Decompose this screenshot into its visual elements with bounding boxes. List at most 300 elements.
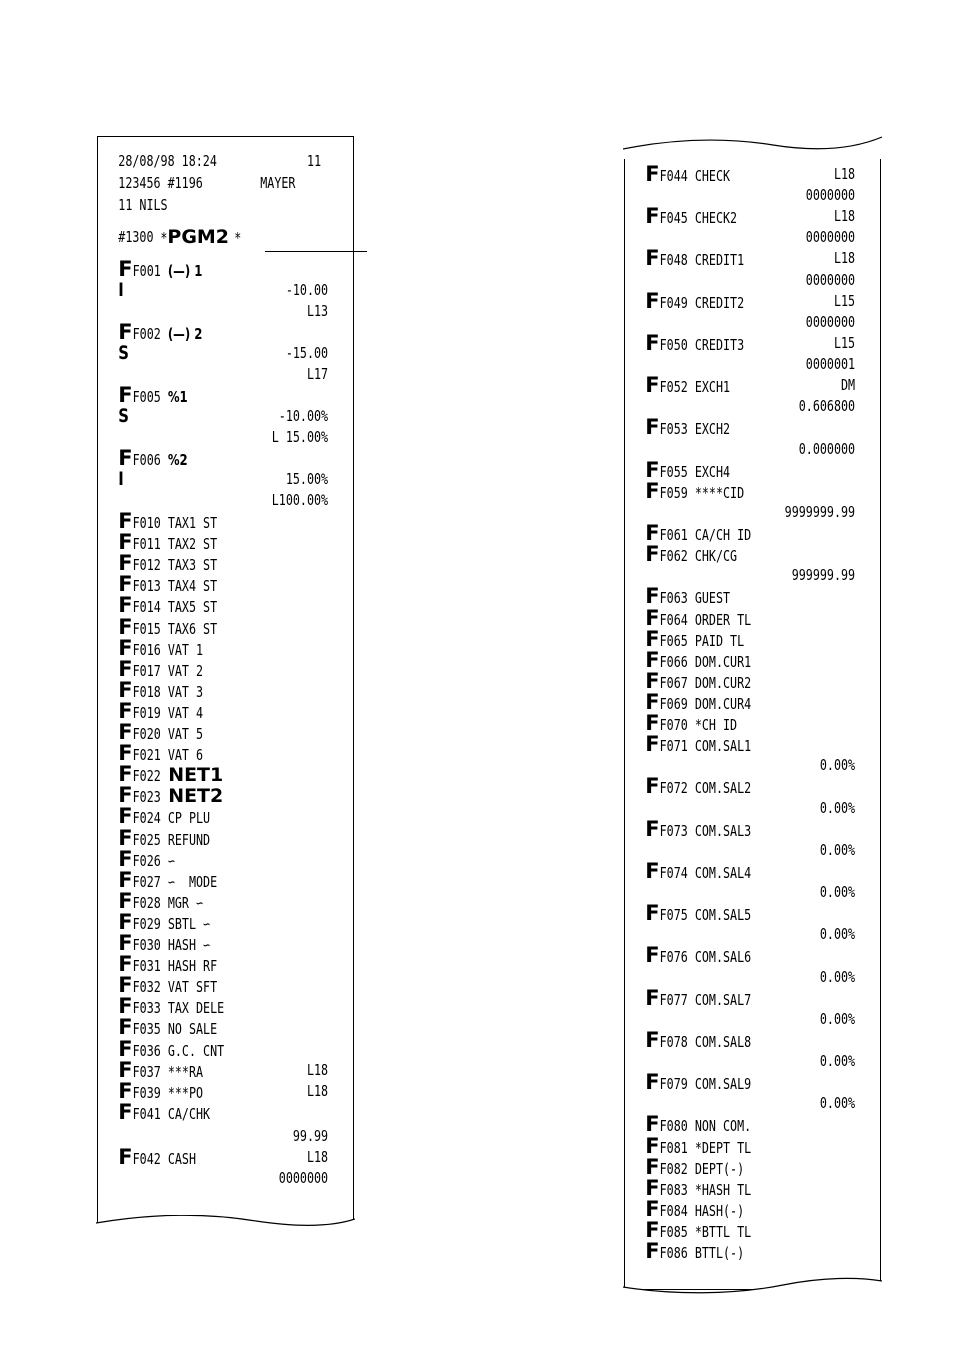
receipt-line — [625, 204, 856, 229]
function-name: SBTL ∽ — [167, 914, 211, 933]
receipt-line — [625, 1196, 824, 1221]
function-prefix-f: F — [645, 711, 660, 736]
receipt-line — [625, 858, 824, 883]
function-prefix-f: F — [118, 257, 133, 281]
line-value: 0.606800 — [798, 397, 856, 416]
receipt-line — [625, 457, 824, 482]
function-name: TAX2 ST — [167, 535, 218, 554]
function-code: F052 — [659, 378, 688, 397]
function-prefix-f: F — [645, 858, 660, 883]
function-prefix-f: F — [645, 668, 660, 693]
function-code: F010 — [132, 514, 161, 532]
function-code: F076 — [659, 948, 688, 967]
line-value: 0.00% — [819, 1009, 856, 1028]
receipt-line — [625, 586, 824, 607]
function-entry — [645, 1220, 751, 1243]
spacer — [161, 1150, 168, 1168]
receipt-line — [625, 1220, 824, 1241]
receipt-line — [98, 1017, 297, 1038]
spacer — [688, 674, 695, 692]
function-prefix-f: F — [118, 720, 133, 744]
function-code: F001 — [132, 262, 161, 280]
line-limit: L18 — [306, 1081, 329, 1100]
header-second-clerk: 11 NILS — [118, 196, 168, 214]
function-prefix-f: F — [645, 690, 660, 714]
function-code: F020 — [132, 725, 161, 743]
function-prefix-f: F — [645, 816, 660, 841]
spacer — [688, 611, 695, 629]
function-prefix-f: F — [645, 246, 660, 271]
spacer — [161, 852, 168, 870]
function-name: ∽ MODE — [167, 872, 218, 891]
line-value: 0000000 — [805, 270, 856, 289]
function-code: F085 — [659, 1223, 688, 1241]
function-prefix-f: F — [645, 1175, 660, 1200]
function-code: F048 — [659, 251, 688, 270]
receipt-line — [625, 605, 824, 630]
function-code: F018 — [132, 682, 161, 701]
spacer — [688, 209, 695, 227]
receipt-line — [98, 553, 297, 574]
block-value: -15.00 — [285, 344, 329, 362]
function-entry — [645, 816, 752, 842]
line-limit: L18 — [306, 1060, 329, 1079]
receipt-line — [625, 1093, 856, 1114]
function-code: F050 — [659, 335, 688, 354]
function-name: GUEST — [694, 589, 731, 608]
spacer — [688, 632, 695, 650]
function-prefix-f: F — [118, 804, 133, 829]
spacer — [688, 1117, 695, 1135]
receipt-line — [625, 1133, 824, 1158]
function-name: COM.SAL9 — [694, 1075, 752, 1094]
function-name: EXCH4 — [694, 462, 731, 481]
function-name: NON COM. — [694, 1117, 752, 1136]
function-prefix-f: F — [645, 521, 660, 546]
function-name: TAX4 ST — [167, 577, 218, 596]
function-name: %1 — [167, 388, 188, 406]
receipt-line — [625, 692, 824, 713]
spacer — [161, 388, 168, 406]
function-code: F017 — [132, 661, 161, 680]
spacer — [688, 251, 695, 269]
function-entry — [645, 985, 752, 1011]
function-code: F077 — [659, 990, 688, 1009]
spacer — [161, 1105, 168, 1123]
function-entry — [118, 448, 187, 471]
function-code: F027 — [132, 872, 161, 891]
spacer — [161, 809, 168, 827]
receipt-line — [625, 162, 856, 186]
function-prefix-f: F — [645, 1070, 660, 1095]
line-value: 0.00% — [819, 840, 856, 859]
function-prefix-f: F — [645, 985, 660, 1010]
spacer — [161, 725, 168, 743]
receipt-line — [98, 635, 297, 660]
function-name: VAT 1 — [167, 640, 204, 659]
receipt-line — [625, 227, 856, 248]
receipt-line — [625, 626, 824, 651]
receipt-line — [98, 1036, 297, 1061]
spacer — [688, 547, 695, 565]
function-entry — [645, 1241, 744, 1264]
function-entry — [645, 1114, 751, 1137]
function-prefix-f: F — [118, 1057, 133, 1082]
line-value: 0000001 — [805, 355, 856, 374]
receipt-line — [625, 713, 824, 734]
spacer — [161, 767, 168, 785]
header-consecutive: 123456 #1196 — [118, 174, 203, 192]
receipt-line — [625, 1154, 824, 1179]
function-prefix-f: F — [118, 994, 133, 1019]
function-code: F069 — [659, 695, 688, 713]
function-name: (—) 1 — [167, 262, 203, 280]
function-name: NET2 — [167, 785, 223, 808]
function-name: COM.SAL3 — [694, 821, 752, 840]
function-entry — [645, 164, 730, 187]
function-code: F002 — [132, 325, 161, 343]
receipt-line — [98, 511, 297, 532]
receipt-line — [98, 1099, 297, 1124]
function-entry — [645, 734, 751, 757]
function-entry — [118, 511, 217, 534]
function-code: F041 — [132, 1104, 161, 1123]
function-prefix-f: F — [118, 1099, 133, 1124]
receipt-line — [98, 614, 297, 639]
function-name: BTTL(-) — [694, 1244, 745, 1263]
function-code: F013 — [132, 577, 161, 596]
function-code: F036 — [132, 1041, 161, 1060]
receipt-line — [98, 468, 329, 490]
spacer — [688, 716, 695, 734]
function-prefix-f: F — [118, 509, 133, 533]
receipt-line — [98, 490, 329, 511]
block-sub-label: S — [118, 405, 129, 427]
function-code: F039 — [132, 1083, 161, 1102]
function-code: F065 — [659, 631, 688, 650]
function-entry — [645, 1196, 745, 1222]
function-prefix-f: F — [118, 635, 133, 660]
receipt-line — [625, 882, 856, 903]
receipt-line — [625, 270, 856, 291]
function-prefix-f: F — [645, 457, 660, 482]
receipt-line — [98, 532, 297, 553]
block-sub-label: I — [118, 468, 124, 490]
spacer — [688, 779, 695, 797]
receipt-line — [625, 185, 856, 206]
line-value: 9999999.99 — [784, 502, 856, 521]
block-limit: L 15.00% — [271, 428, 329, 446]
receipt-line — [625, 246, 856, 271]
receipt-line — [625, 544, 824, 565]
function-prefix-f: F — [118, 383, 133, 407]
spacer — [161, 1020, 168, 1038]
function-code: F015 — [132, 619, 161, 638]
spacer — [161, 978, 168, 996]
receipt-line — [625, 288, 856, 313]
mode-title — [160, 227, 241, 249]
receipt-line — [625, 1175, 824, 1200]
function-prefix-f: F — [645, 415, 660, 440]
function-entry — [118, 259, 202, 282]
function-entry — [118, 322, 202, 345]
receipt-line — [625, 924, 856, 945]
receipt-line — [625, 945, 824, 966]
function-name: HASH(-) — [694, 1201, 745, 1220]
mode-name: PGM2 — [167, 226, 230, 248]
function-code: F026 — [132, 851, 161, 870]
function-name: ****CID — [694, 483, 745, 502]
function-prefix-f: F — [645, 943, 660, 968]
spacer — [161, 620, 168, 638]
mode-prefix: * — [160, 229, 168, 247]
function-name: COM.SAL8 — [694, 1032, 752, 1051]
receipt-line — [98, 933, 297, 954]
function-name: *HASH TL — [694, 1180, 752, 1199]
spacer — [161, 262, 168, 280]
spacer — [161, 704, 168, 722]
function-code: F086 — [659, 1244, 688, 1263]
receipt-line — [625, 647, 824, 672]
function-code: F053 — [659, 420, 688, 439]
function-name: REFUND — [167, 830, 211, 849]
function-entry — [645, 647, 752, 673]
function-prefix-f: F — [645, 1218, 660, 1242]
receipt-line — [98, 151, 322, 172]
function-name: DEPT(-) — [694, 1159, 745, 1178]
receipt-line — [625, 1051, 856, 1072]
function-entry — [118, 614, 218, 640]
function-prefix-f: F — [645, 901, 660, 926]
function-prefix-f: F — [645, 162, 660, 186]
function-code: F078 — [659, 1032, 688, 1051]
function-name: DOM.CUR2 — [694, 673, 752, 692]
function-prefix-f: F — [118, 909, 133, 934]
function-code: F006 — [132, 451, 161, 469]
receipt-line — [625, 668, 824, 693]
line-limit: DM — [841, 376, 856, 395]
function-code: F011 — [132, 535, 161, 554]
spacer — [688, 589, 695, 607]
function-prefix-f: F — [645, 1112, 660, 1137]
function-entry — [645, 1154, 745, 1180]
line-value: 0.00% — [819, 883, 856, 902]
function-name: COM.SAL5 — [694, 906, 752, 925]
function-prefix-f: F — [645, 1133, 660, 1158]
receipt-line — [98, 867, 297, 892]
function-name: COM.SAL4 — [694, 863, 752, 882]
receipt-line — [98, 227, 297, 248]
function-prefix-f: F — [645, 774, 660, 799]
function-name: %2 — [167, 451, 188, 469]
spacer — [688, 991, 695, 1009]
receipt-line — [625, 903, 824, 924]
line-value: 0.00% — [819, 1094, 856, 1113]
receipt-line — [98, 385, 297, 406]
spacer — [161, 788, 168, 806]
torn-edge-top — [623, 135, 882, 159]
function-name: COM.SAL6 — [694, 948, 752, 967]
function-name: DOM.CUR1 — [694, 652, 752, 671]
block-value: -10.00% — [278, 407, 329, 425]
function-entry — [118, 996, 224, 1019]
block-value: 15.00% — [285, 470, 329, 488]
line-limit: L18 — [833, 165, 856, 183]
function-prefix-f: F — [118, 656, 133, 681]
function-code: F080 — [659, 1117, 688, 1136]
receipt-line — [98, 574, 297, 595]
spacer — [161, 1063, 168, 1081]
receipt-line — [98, 785, 297, 806]
function-entry — [645, 206, 737, 229]
function-entry — [118, 574, 217, 597]
line-limit: L15 — [833, 291, 856, 310]
receipt-line — [98, 322, 297, 343]
line-limit: L18 — [833, 207, 856, 226]
function-name: MGR ∽ — [167, 893, 204, 912]
function-entry — [118, 1036, 225, 1062]
function-code: F012 — [132, 556, 161, 575]
function-code: F016 — [132, 640, 161, 659]
receipt-line — [98, 806, 297, 827]
spacer — [688, 336, 695, 354]
function-code: F073 — [659, 821, 688, 840]
function-entry — [645, 375, 730, 398]
line-value: 0.00% — [819, 925, 856, 944]
function-code: F049 — [659, 293, 688, 312]
receipt-line — [98, 1168, 329, 1189]
header-machine-no: 11 — [307, 152, 322, 170]
function-name: CA/CH ID — [694, 526, 752, 545]
function-code: F067 — [659, 673, 688, 692]
function-code: F014 — [132, 598, 161, 617]
line-value: 0000000 — [805, 312, 856, 331]
function-name: VAT 5 — [167, 725, 204, 743]
receipt-line — [98, 301, 329, 322]
spacer — [161, 1042, 168, 1060]
receipt-line — [98, 1057, 329, 1082]
receipt-line — [98, 1144, 329, 1169]
spacer — [688, 1160, 695, 1178]
function-name: COM.SAL7 — [694, 990, 752, 1009]
function-entry — [645, 692, 751, 715]
function-code: F082 — [659, 1159, 688, 1178]
receipt-line — [98, 173, 297, 194]
function-entry — [645, 330, 745, 356]
function-name: DOM.CUR4 — [694, 695, 752, 713]
receipt-line — [625, 1009, 856, 1030]
callout-pointer-line — [265, 251, 367, 252]
function-name: VAT 2 — [167, 661, 204, 680]
line-value: 0000000 — [805, 186, 856, 205]
function-prefix-f: F — [118, 530, 133, 555]
receipt-line — [98, 595, 297, 616]
receipt-line — [625, 1241, 824, 1262]
function-prefix-f: F — [118, 931, 133, 955]
spacer — [161, 936, 168, 954]
function-name: NET1 — [167, 764, 223, 787]
function-code: F024 — [132, 809, 161, 828]
function-prefix-f: F — [645, 732, 660, 757]
spacer — [161, 598, 168, 616]
function-code: F005 — [132, 388, 161, 406]
receipt-line — [98, 825, 297, 850]
function-code: F081 — [659, 1138, 688, 1157]
function-name: VAT 3 — [167, 682, 204, 701]
receipt-line — [625, 354, 856, 375]
receipt-line — [625, 985, 824, 1010]
function-code: F064 — [659, 610, 688, 629]
function-name: ***PO — [167, 1083, 204, 1102]
receipt-line — [625, 734, 824, 755]
function-prefix-f: F — [645, 1196, 660, 1221]
function-prefix-f: F — [118, 614, 133, 639]
line-value: 999999.99 — [791, 566, 856, 585]
function-entry — [118, 553, 217, 576]
spacer — [688, 378, 695, 396]
function-name: TAX5 ST — [167, 598, 218, 617]
function-name: HASH ∽ — [167, 936, 211, 954]
receipt-line — [98, 195, 297, 216]
spacer — [161, 662, 168, 680]
receipt-line — [98, 909, 297, 934]
function-name: COM.SAL1 — [694, 737, 752, 756]
function-prefix-f: F — [118, 593, 133, 618]
function-entry — [645, 1133, 752, 1159]
torn-edge-bottom — [96, 1215, 355, 1239]
mode-suffix: * — [234, 229, 242, 247]
function-entry — [118, 1017, 217, 1040]
receipt-line — [98, 342, 329, 364]
spacer — [688, 526, 695, 544]
function-name: EXCH2 — [694, 420, 731, 439]
spacer — [688, 1181, 695, 1199]
receipt-line — [625, 1114, 824, 1135]
spacer — [161, 957, 168, 975]
receipt-line — [98, 1126, 329, 1147]
function-name: ORDER TL — [694, 610, 752, 629]
spacer — [161, 641, 168, 659]
line-value: 0000000 — [805, 228, 856, 247]
spacer — [688, 1033, 695, 1051]
function-code: F062 — [659, 547, 688, 566]
spacer — [161, 894, 168, 912]
function-prefix-f: F — [118, 762, 133, 787]
line-limit: L15 — [833, 333, 856, 352]
function-prefix-f: F — [118, 846, 133, 871]
function-name: *DEPT TL — [694, 1138, 752, 1157]
receipt-line — [98, 954, 297, 975]
function-entry — [645, 626, 745, 652]
spacer — [688, 167, 695, 185]
function-name: ∽ — [167, 851, 175, 870]
torn-edge-bottom — [623, 1277, 882, 1301]
function-name: VAT SFT — [167, 978, 218, 997]
spacer — [161, 746, 168, 764]
function-entry — [645, 544, 737, 567]
header-date-time: 28/08/98 18:24 — [118, 152, 217, 170]
function-name: CREDIT1 — [694, 251, 745, 270]
receipt-line — [625, 840, 856, 861]
receipt-line — [98, 846, 297, 871]
function-code: F035 — [132, 1020, 161, 1039]
function-name: COM.SAL2 — [694, 779, 752, 798]
function-prefix-f: F — [645, 1154, 660, 1179]
function-prefix-f: F — [118, 1144, 133, 1169]
block-limit: L100.00% — [271, 491, 329, 509]
function-code: F023 — [132, 788, 161, 807]
function-entry — [645, 288, 745, 314]
